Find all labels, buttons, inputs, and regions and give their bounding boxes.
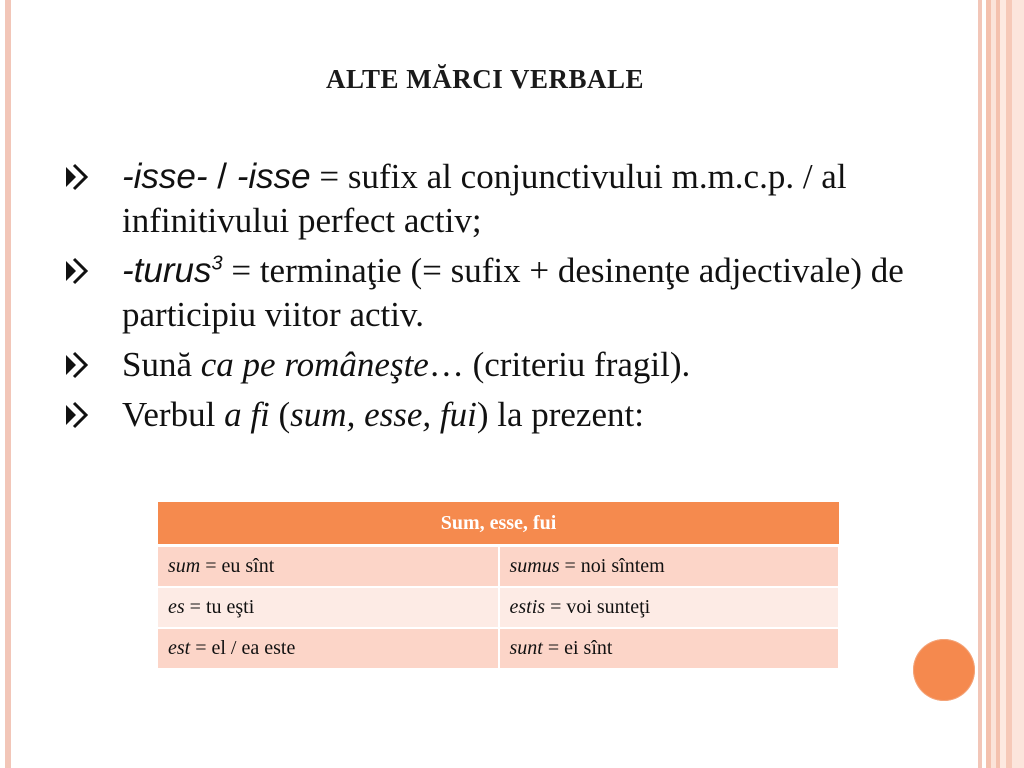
table-cell: sunt = ei sînt [499, 628, 840, 669]
bullet-italic: a fi [224, 395, 270, 434]
bullet-item [62, 155, 922, 243]
arrow-bullet-icon [62, 155, 98, 199]
table-header-row [158, 502, 839, 546]
right-frame-band [986, 0, 1024, 768]
arrow-bullet-icon [62, 393, 98, 437]
table-row [158, 546, 839, 588]
bullet-item [62, 393, 922, 437]
table-header: Sum, esse, fui [158, 502, 839, 546]
arrow-bullet-icon [62, 343, 98, 387]
conjugation-table [158, 502, 840, 670]
table-cell: sum = eu sînt [158, 546, 499, 588]
left-frame-line [5, 0, 11, 768]
bullet-term: -turus [122, 251, 212, 290]
decorative-circle [913, 639, 975, 701]
table-cell: estis = voi sunteţi [499, 587, 840, 628]
table-row [158, 628, 839, 669]
bullet-text: Verbul [122, 395, 225, 434]
bullet-italic: sum, esse, fui [290, 395, 477, 434]
bullet-italic: ca pe româneşte [200, 345, 429, 384]
bullet-text: … (criteriu fragil). [428, 345, 691, 384]
slide-title: ALTE MĂRCI VERBALE [325, 64, 645, 94]
bullet-item [62, 343, 922, 387]
table-cell: est = el / ea este [158, 628, 499, 669]
bullet-item [62, 249, 922, 337]
table-cell: sumus = noi sîntem [499, 546, 840, 588]
bullet-text: ) la prezent: [476, 395, 644, 434]
table-row [158, 587, 839, 628]
bullet-term: -isse- / -isse [122, 157, 311, 196]
bullet-superscript: 3 [211, 252, 223, 275]
bullet-text: = sufix al conjunctivului m.m.c.p. / al infinitivului perfect activ; [122, 157, 847, 240]
table-cell: es = tu eşti [158, 587, 499, 628]
bullet-list [62, 155, 922, 443]
bullet-text: ( [269, 395, 291, 434]
bullet-text: Sună [122, 345, 201, 384]
right-frame-line [978, 0, 982, 768]
bullet-text: = terminaţie (= sufix + desinenţe adjectivale) de participiu viitor activ. [122, 251, 904, 334]
arrow-bullet-icon [62, 249, 98, 293]
